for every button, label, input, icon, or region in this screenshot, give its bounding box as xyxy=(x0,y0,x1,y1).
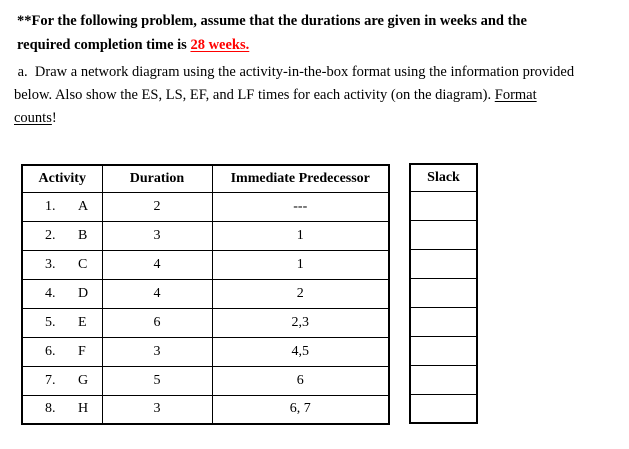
table-row xyxy=(22,279,389,308)
table-row xyxy=(22,308,389,337)
slack-cell xyxy=(410,365,477,394)
table-row xyxy=(22,395,389,424)
instruction-line1: a. Draw a network diagram using the activity-in-the-box format using the information provided xyxy=(14,64,575,80)
instruction-item-a xyxy=(14,61,622,130)
table-row xyxy=(22,337,389,366)
activity-number: 1. xyxy=(45,198,56,214)
slack-cell xyxy=(410,249,477,278)
duration-cell: 5 xyxy=(102,366,212,395)
predecessor-cell: 6, 7 xyxy=(212,395,389,424)
activity-cell xyxy=(22,250,102,279)
problem-statement xyxy=(17,9,617,57)
slack-table xyxy=(409,163,478,424)
col-header-duration: Duration xyxy=(102,165,212,192)
slack-cell xyxy=(410,220,477,249)
format-counts-underline-part1: Format xyxy=(494,87,537,103)
slack-row xyxy=(410,278,477,307)
activity-letter: D xyxy=(78,285,89,301)
activity-cell xyxy=(22,221,102,250)
activity-number: 8. xyxy=(45,401,56,417)
instruction-exclamation: ! xyxy=(51,110,57,126)
activity-letter: H xyxy=(78,401,89,417)
activity-letter: G xyxy=(78,372,89,388)
col-header-slack: Slack xyxy=(410,164,477,191)
activity-cell xyxy=(22,366,102,395)
activity-letter: B xyxy=(78,227,88,243)
table-row xyxy=(22,192,389,221)
duration-cell: 6 xyxy=(102,308,212,337)
slack-row xyxy=(410,394,477,423)
slack-row xyxy=(410,336,477,365)
slack-row xyxy=(410,365,477,394)
slack-cell xyxy=(410,191,477,220)
activity-number: 4. xyxy=(45,285,56,301)
duration-cell: 3 xyxy=(102,395,212,424)
activity-cell xyxy=(22,192,102,221)
predecessor-cell: 1 xyxy=(212,221,389,250)
required-completion-time-highlight: 28 weeks. xyxy=(190,37,250,53)
slack-cell xyxy=(410,307,477,336)
slack-row xyxy=(410,307,477,336)
activity-table xyxy=(21,164,390,425)
slack-cell xyxy=(410,278,477,307)
table-row xyxy=(22,221,389,250)
slack-header-row xyxy=(410,164,477,191)
table-header-row xyxy=(22,165,389,192)
predecessor-cell: 1 xyxy=(212,250,389,279)
duration-cell: 2 xyxy=(102,192,212,221)
slack-row xyxy=(410,220,477,249)
activity-letter: F xyxy=(78,343,86,359)
duration-cell: 3 xyxy=(102,337,212,366)
slack-cell xyxy=(410,336,477,365)
slack-cell xyxy=(410,394,477,423)
predecessor-cell: 4,5 xyxy=(212,337,389,366)
activity-letter: E xyxy=(78,314,87,330)
activity-number: 7. xyxy=(45,372,56,388)
duration-cell: 4 xyxy=(102,250,212,279)
activity-number: 6. xyxy=(45,343,56,359)
activity-number: 2. xyxy=(45,227,56,243)
col-header-activity: Activity xyxy=(22,165,102,192)
predecessor-cell: 2,3 xyxy=(212,308,389,337)
activity-cell xyxy=(22,337,102,366)
format-counts-underline-part2: counts xyxy=(14,110,52,126)
activity-letter: A xyxy=(78,198,89,214)
slack-row xyxy=(410,249,477,278)
duration-cell: 4 xyxy=(102,279,212,308)
activity-cell xyxy=(22,279,102,308)
problem-statement-line1: **For the following problem, assume that the durations are given in weeks and the xyxy=(17,13,527,29)
predecessor-cell: 2 xyxy=(212,279,389,308)
instruction-line2: below. Also show the ES, LS, EF, and LF times for each activity (on the diagram). xyxy=(14,87,495,103)
activity-cell xyxy=(22,308,102,337)
activity-letter: C xyxy=(78,256,88,272)
activity-number: 3. xyxy=(45,256,56,272)
table-row xyxy=(22,250,389,279)
activity-number: 5. xyxy=(45,314,56,330)
duration-cell: 3 xyxy=(102,221,212,250)
activity-cell xyxy=(22,395,102,424)
predecessor-cell: 6 xyxy=(212,366,389,395)
slack-row xyxy=(410,191,477,220)
table-row xyxy=(22,366,389,395)
predecessor-cell: --- xyxy=(212,192,389,221)
col-header-predecessor: Immediate Predecessor xyxy=(212,165,389,192)
problem-statement-line2: required completion time is xyxy=(17,37,191,53)
